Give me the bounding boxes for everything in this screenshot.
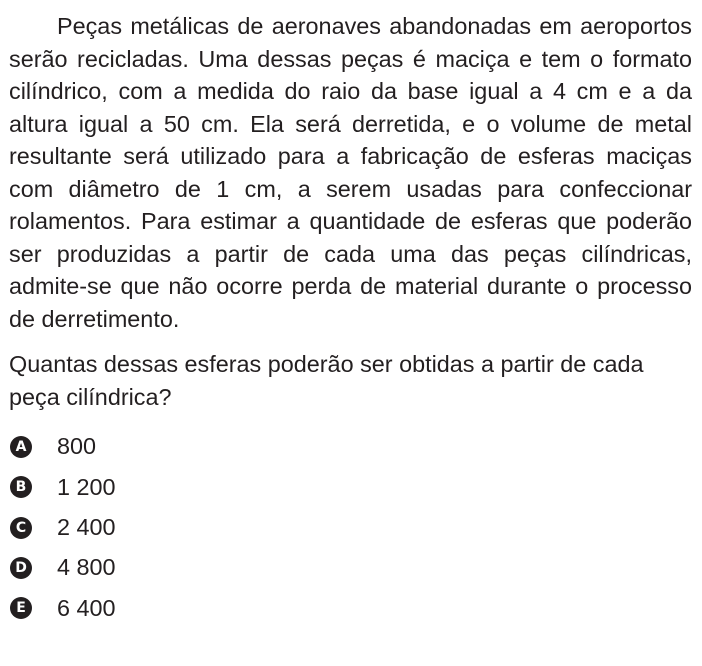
option-c-text: 2 400 — [57, 514, 116, 541]
option-e-text: 6 400 — [57, 594, 116, 621]
answer-options — [9, 427, 692, 628]
option-d-text: 4 800 — [57, 554, 116, 581]
option-d[interactable] — [9, 548, 692, 588]
option-a-text: 800 — [57, 433, 97, 460]
problem-statement: Peças metálicas de aeronaves abandonadas em aeroportos serão recicladas. Uma dessas peças é maciça e tem o formato cilíndrico, com a medida do raio da base igual a 4 cm e a da altura igual a 50 cm. Ela será derretida, e o volume de metal resultante será utilizado para a fabricação de esferas maciças com diâmetro de 1 cm, a serem usadas para confeccionar rolamentos. Para estimar a quantidade de esferas que poderão ser produzidas a partir de cada uma das peças cilíndricas, admite-se que não ocorre perda de material durante o processo de derretimento. — [9, 13, 692, 332]
option-a-letter: A — [10, 436, 32, 458]
option-b[interactable] — [9, 467, 692, 507]
option-e-letter: E — [10, 597, 32, 619]
option-d-letter: D — [10, 557, 32, 579]
question-text: Quantas dessas esferas poderão ser obtidas a partir de cada peça cilíndrica? — [9, 351, 644, 410]
option-b-letter: B — [10, 476, 32, 498]
option-c-letter: C — [10, 517, 32, 539]
option-a[interactable] — [9, 427, 692, 467]
option-c[interactable] — [9, 508, 692, 548]
option-b-text: 1 200 — [57, 473, 116, 500]
option-e[interactable] — [9, 588, 692, 628]
